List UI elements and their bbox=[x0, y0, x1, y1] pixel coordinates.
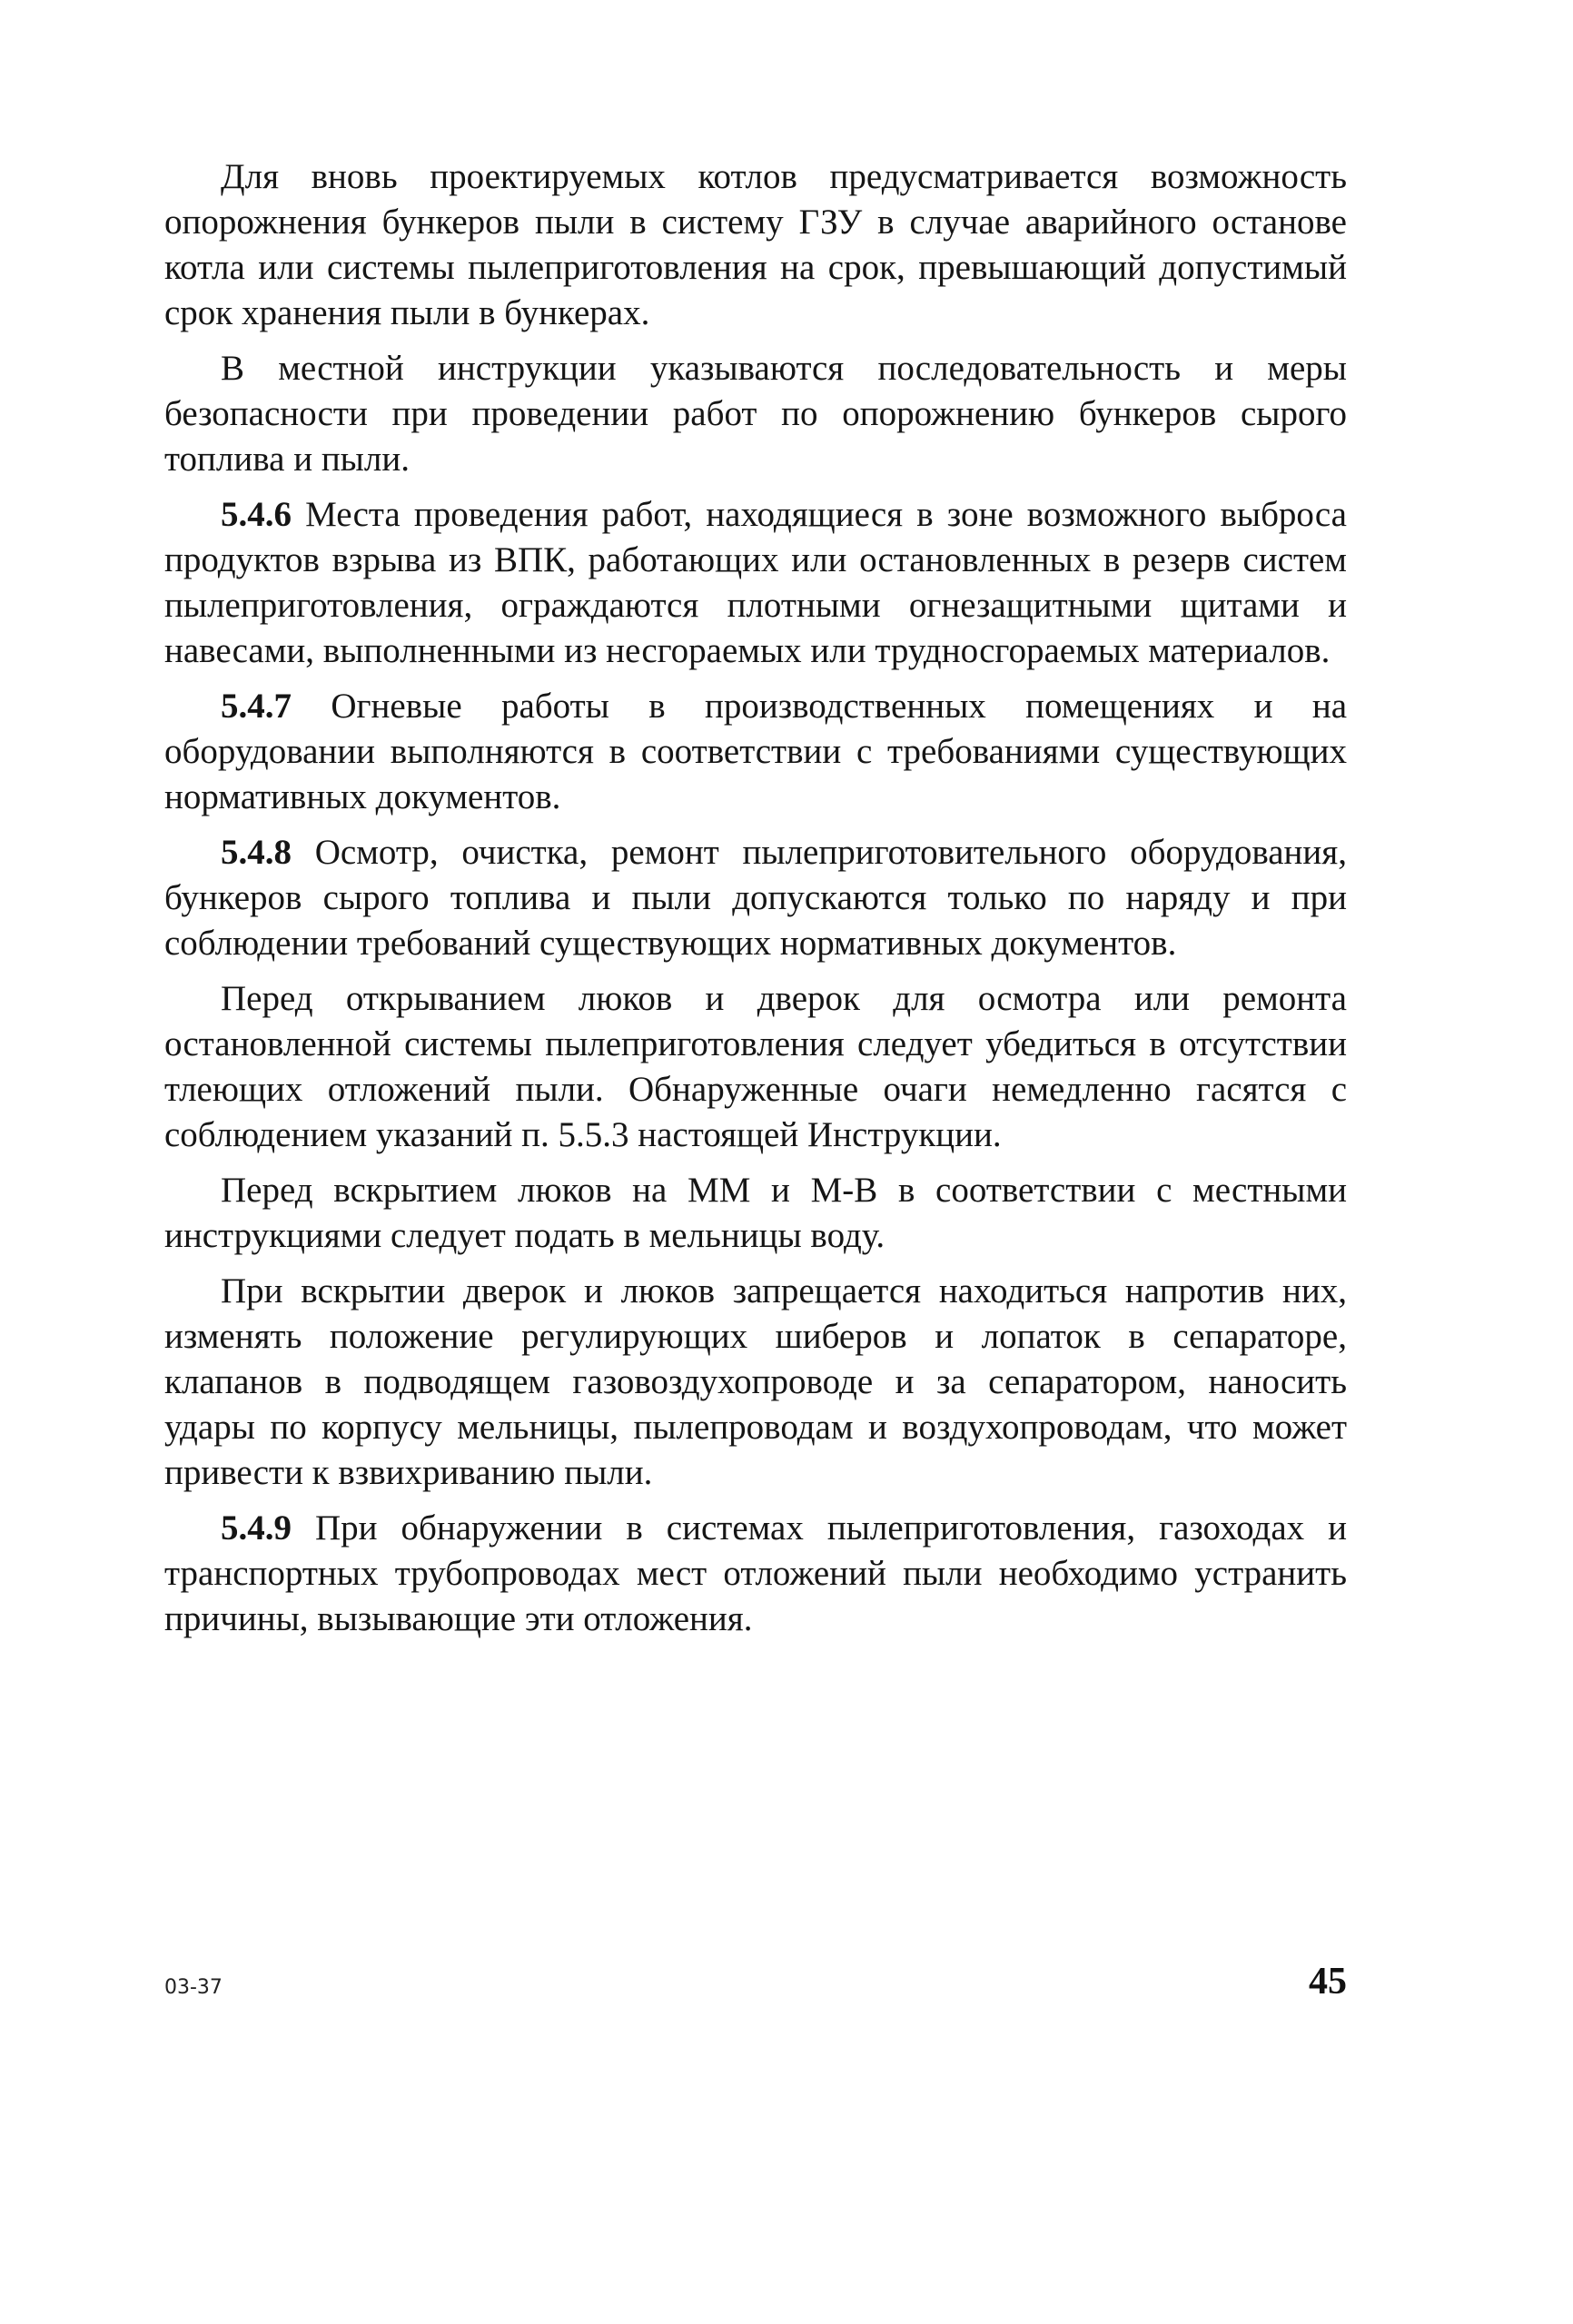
clause-number: 5.4.9 bbox=[221, 1508, 292, 1548]
paragraph bbox=[164, 1168, 1347, 1259]
paragraph-text: При вскрытии дверок и люков запрещается находиться напротив них, изменять положение регулирующих шиберов и лопаток в сепараторе, клапанов в подводящем газовоздухопроводе и за сепаратором, наносить удары по корпусу мельницы, пылепроводам и воздухопроводам, что может привести к взвихриванию пыли. bbox=[164, 1271, 1347, 1492]
paragraph bbox=[164, 1269, 1347, 1496]
paragraph bbox=[164, 154, 1347, 336]
paragraph-text: Перед открыванием люков и дверок для осмотра или ремонта остановленной системы пылеприготовления следует убедиться в отсутствии тлеющих отложений пыли. Обнаруженные очаги немедленно гасятся с соблюдением указаний п. 5.5.3 настоящей Инструкции. bbox=[164, 979, 1347, 1154]
paragraph-text: Перед вскрытием люков на ММ и М-В в соответствии с местными инструкциями следует подать в мельницы воду. bbox=[164, 1171, 1347, 1255]
paragraph-5-4-6 bbox=[164, 492, 1347, 674]
page-number: 45 bbox=[1309, 1961, 1347, 2003]
footer-code: 03-37 bbox=[164, 1976, 223, 1999]
paragraph-5-4-8 bbox=[164, 830, 1347, 966]
paragraph-text: Для вновь проектируемых котлов предусматривается возможность опорожнения бункеров пыли в систему ГЗУ в случае аварийного останове котла или системы пылеприготовления на срок, превышающий допустимый срок хранения пыли в бункерах. bbox=[164, 157, 1347, 332]
paragraph-text: Места проведения работ, находящиеся в зоне возможного выброса продуктов взрыва из ВПК, работающих или остановленных в резерв систем пылеприготовления, ограждаются плотными огнезащитными щитами и навесами, выполненными из несгораемых или трудносгораемых материалов. bbox=[164, 495, 1347, 670]
clause-number: 5.4.7 bbox=[221, 687, 292, 726]
clause-number: 5.4.8 bbox=[221, 833, 292, 872]
paragraph-text: В местной инструкции указываются последовательность и меры безопасности при проведении работ по опорожнению бункеров сырого топлива и пыли. bbox=[164, 349, 1347, 479]
paragraph-5-4-7 bbox=[164, 684, 1347, 820]
paragraph-text: При обнаружении в системах пылеприготовления, газоходах и транспортных трубопроводах мест отложений пыли необходимо устранить причины, вызывающие эти отложения. bbox=[164, 1508, 1348, 1638]
paragraph-text: Огневые работы в производственных помещениях и на оборудовании выполняются в соответствии с требованиями существующих нормативных документов. bbox=[164, 687, 1348, 816]
body-text bbox=[164, 154, 1347, 1652]
paragraph-5-4-9 bbox=[164, 1506, 1347, 1642]
paragraph-text: Осмотр, очистка, ремонт пылеприготовительного оборудования, бункеров сырого топлива и пыли допускаются только по наряду и при соблюдении требований существующих нормативных документов. bbox=[164, 833, 1347, 963]
clause-number: 5.4.6 bbox=[221, 495, 292, 534]
paragraph bbox=[164, 346, 1347, 482]
paragraph bbox=[164, 976, 1347, 1158]
